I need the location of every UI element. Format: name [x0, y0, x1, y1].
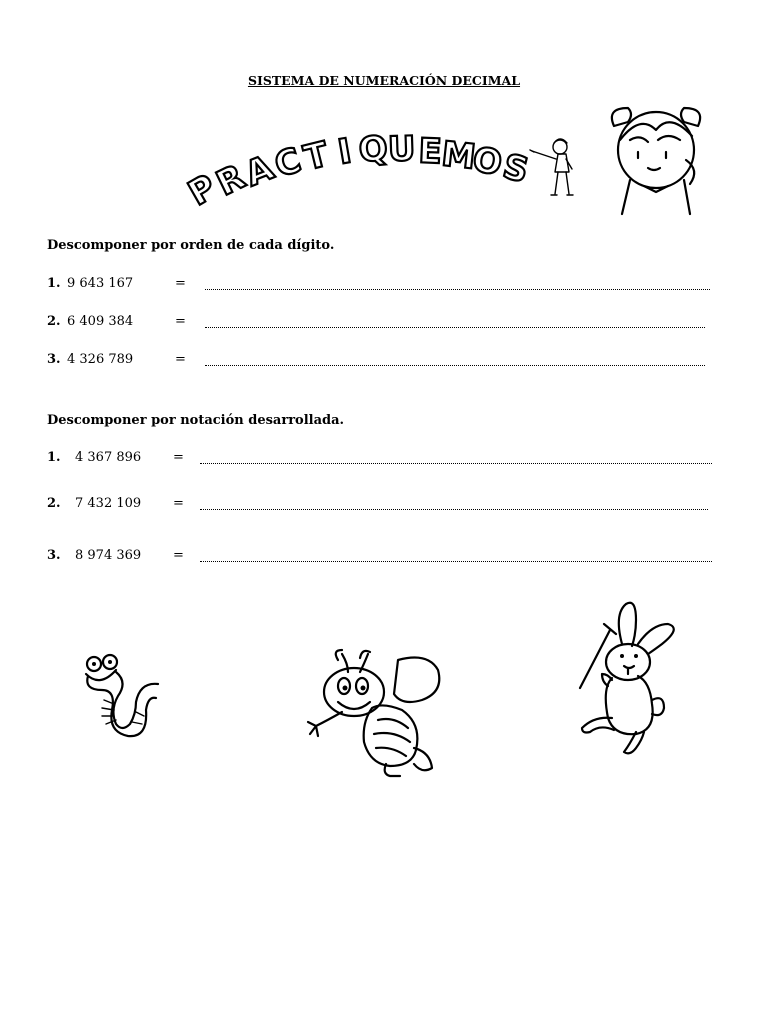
item-value: 8 974 369 [75, 548, 142, 563]
answer-line[interactable] [200, 561, 712, 562]
section2-heading: Descomponer por notación desarrollada. [47, 413, 345, 428]
equals-sign: = [175, 314, 186, 329]
banner-letter: C [269, 140, 306, 186]
item-value: 7 432 109 [75, 496, 142, 511]
answer-line[interactable] [200, 509, 708, 510]
girl-face-icon [600, 100, 715, 218]
rabbit-icon [574, 600, 694, 760]
bee-icon [302, 648, 452, 780]
practiquemos-banner [181, 128, 533, 223]
exercise-row [47, 276, 712, 294]
answer-line[interactable] [205, 365, 705, 366]
item-value: 6 409 384 [67, 314, 134, 329]
equals-sign: = [173, 548, 184, 563]
banner-letter: R [210, 156, 252, 205]
equals-sign: = [173, 450, 184, 465]
banner-letter: U [387, 129, 417, 170]
worm-icon [80, 650, 172, 742]
banner-letter: M [439, 134, 478, 178]
item-number: 1. [47, 450, 61, 465]
exercise-row [47, 548, 715, 566]
banner-letter: S [498, 146, 533, 192]
banner-letter: P [181, 166, 224, 215]
answer-line[interactable] [205, 289, 710, 290]
banner-letter: T [300, 134, 333, 179]
exercise-row [47, 450, 715, 468]
answer-line[interactable] [200, 463, 712, 464]
item-number: 1. [47, 276, 61, 291]
item-value: 9 643 167 [67, 276, 134, 291]
item-number: 2. [47, 314, 61, 329]
exercise-row [47, 352, 712, 370]
answer-line[interactable] [205, 327, 705, 328]
item-value: 4 326 789 [67, 352, 134, 367]
banner-letter: A [239, 147, 280, 195]
banner-letter: Q [356, 128, 390, 172]
item-number: 2. [47, 496, 61, 511]
item-number: 3. [47, 352, 61, 367]
banner-letter: I [335, 131, 355, 173]
exercise-row [47, 496, 715, 514]
exercise-row [47, 314, 712, 332]
equals-sign: = [175, 276, 186, 291]
banner-letter: O [469, 139, 506, 184]
equals-sign: = [173, 496, 184, 511]
item-number: 3. [47, 548, 61, 563]
section1-heading: Descomponer por orden de cada dígito. [47, 238, 335, 253]
item-value: 4 367 896 [75, 450, 142, 465]
equals-sign: = [175, 352, 186, 367]
banner-letter: E [417, 131, 443, 173]
page-title: SISTEMA DE NUMERACIÓN DECIMAL [247, 73, 521, 88]
girl-teacher-icon [528, 135, 578, 207]
